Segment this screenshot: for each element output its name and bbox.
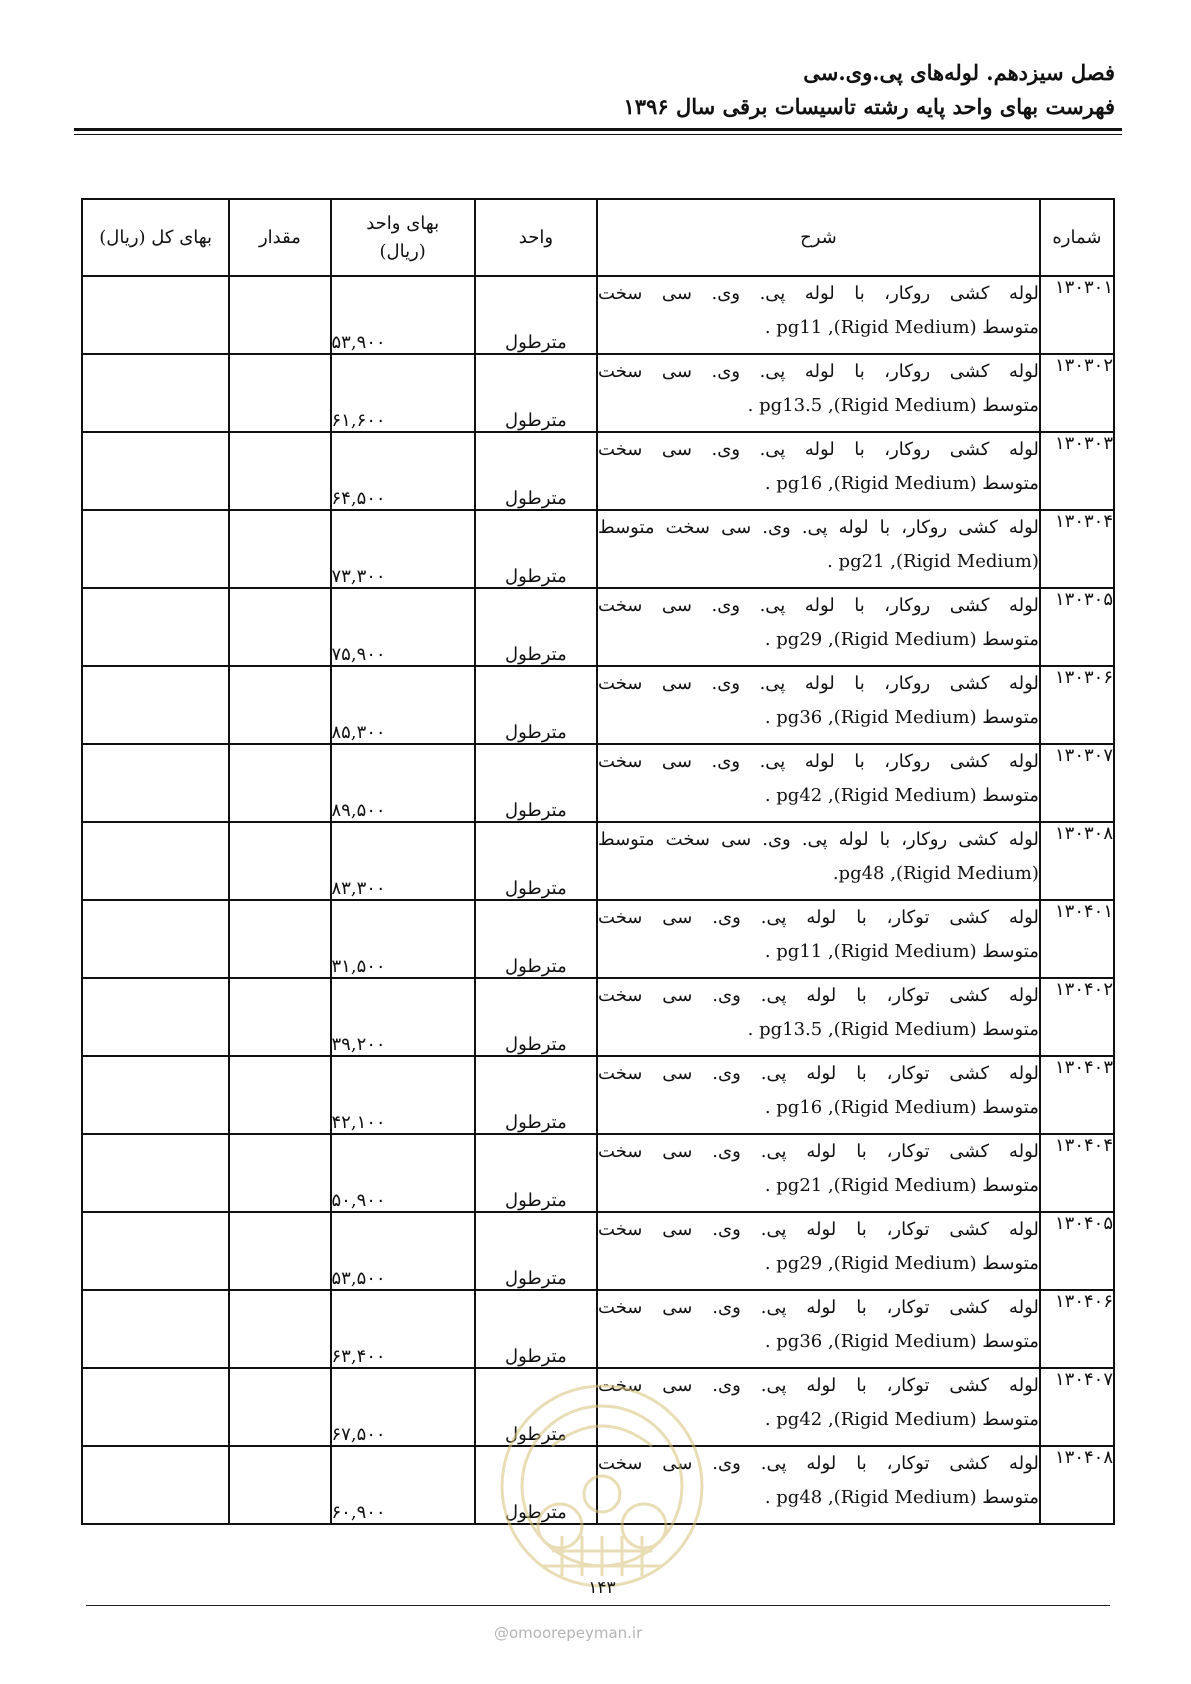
item-number: ۱۳۰۳۰۱ xyxy=(1040,276,1114,354)
column-header-description: شرح xyxy=(597,199,1040,276)
item-unit: مترطول xyxy=(475,1290,597,1368)
item-unit-price: ۶۰,۹۰۰ xyxy=(331,1446,475,1524)
item-description xyxy=(597,900,1040,978)
item-description xyxy=(597,588,1040,666)
item-description-line2: متوسط (Rigid Medium), pg11 . xyxy=(764,317,1039,338)
header-divider-thick xyxy=(74,128,1122,131)
table-header-row xyxy=(82,199,1114,276)
unit-price-currency: (ریال) xyxy=(379,240,426,262)
item-quantity xyxy=(229,1134,330,1212)
item-description-line2: متوسط (Rigid Medium), pg48 . xyxy=(764,1487,1039,1508)
table-row xyxy=(82,1056,1114,1134)
item-description-line1: لوله کشی توکار، با لوله پی. وی. سی سخت xyxy=(598,1141,1039,1162)
item-description xyxy=(597,666,1040,744)
table-body xyxy=(82,276,1114,1524)
item-unit-price: ۴۲,۱۰۰ xyxy=(331,1056,475,1134)
item-total-price xyxy=(82,1134,229,1212)
item-number: ۱۳۰۳۰۶ xyxy=(1040,666,1114,744)
item-number: ۱۳۰۴۰۱ xyxy=(1040,900,1114,978)
item-number: ۱۳۰۴۰۳ xyxy=(1040,1056,1114,1134)
item-total-price xyxy=(82,1212,229,1290)
item-number: ۱۳۰۴۰۵ xyxy=(1040,1212,1114,1290)
item-quantity xyxy=(229,1290,330,1368)
item-unit: مترطول xyxy=(475,276,597,354)
item-quantity xyxy=(229,666,330,744)
item-total-price xyxy=(82,744,229,822)
item-description-line1: لوله کشی توکار، با لوله پی. وی. سی سخت xyxy=(598,985,1039,1006)
item-unit: مترطول xyxy=(475,432,597,510)
item-total-price xyxy=(82,822,229,900)
item-unit: مترطول xyxy=(475,510,597,588)
item-quantity xyxy=(229,900,330,978)
item-description xyxy=(597,276,1040,354)
item-unit: مترطول xyxy=(475,822,597,900)
item-description-line2: متوسط (Rigid Medium), pg29 . xyxy=(764,1253,1039,1274)
item-total-price xyxy=(82,1446,229,1524)
item-description xyxy=(597,510,1040,588)
item-description-line1: لوله کشی روکار، با لوله پی. وی. سی سخت xyxy=(598,595,1039,616)
item-unit: مترطول xyxy=(475,1212,597,1290)
item-unit: مترطول xyxy=(475,1056,597,1134)
table-row xyxy=(82,276,1114,354)
item-unit-price: ۸۵,۳۰۰ xyxy=(331,666,475,744)
item-total-price xyxy=(82,276,229,354)
item-description-line2: متوسط (Rigid Medium), pg16 . xyxy=(764,473,1039,494)
item-description-line2: متوسط (Rigid Medium), pg42 . xyxy=(764,785,1039,806)
item-unit: مترطول xyxy=(475,666,597,744)
item-unit-price: ۷۳,۳۰۰ xyxy=(331,510,475,588)
item-description-line1: لوله کشی روکار، با لوله پی. وی. سی سخت xyxy=(598,673,1039,694)
item-description-line1: لوله کشی روکار، با لوله پی. وی. سی سخت xyxy=(598,439,1039,460)
page-number: ۱۴۳ xyxy=(588,1578,616,1598)
item-unit-price: ۵۰,۹۰۰ xyxy=(331,1134,475,1212)
item-description xyxy=(597,354,1040,432)
item-unit: مترطول xyxy=(475,588,597,666)
table-row xyxy=(82,1212,1114,1290)
item-total-price xyxy=(82,1056,229,1134)
item-description xyxy=(597,1134,1040,1212)
list-title: فهرست بهای واحد پایه رشته تاسیسات برقی سال ۱۳۹۶ xyxy=(623,94,1115,119)
item-description-line2: (Rigid Medium), pg21 . xyxy=(827,551,1039,572)
header-divider-thin xyxy=(74,134,1122,135)
item-description xyxy=(597,1290,1040,1368)
item-number: ۱۳۰۳۰۴ xyxy=(1040,510,1114,588)
item-unit-price: ۶۴,۵۰۰ xyxy=(331,432,475,510)
item-number: ۱۳۰۴۰۲ xyxy=(1040,978,1114,1056)
item-total-price xyxy=(82,666,229,744)
item-quantity xyxy=(229,276,330,354)
item-description xyxy=(597,1056,1040,1134)
table-row xyxy=(82,354,1114,432)
table-row xyxy=(82,510,1114,588)
item-quantity xyxy=(229,510,330,588)
table-row xyxy=(82,666,1114,744)
item-unit-price: ۶۷,۵۰۰ xyxy=(331,1368,475,1446)
item-total-price xyxy=(82,1368,229,1446)
item-unit-price: ۶۱,۶۰۰ xyxy=(331,354,475,432)
item-description-line1: لوله کشی روکار، با لوله پی. وی. سی سخت متوسط xyxy=(598,829,1039,850)
item-description-line2: متوسط (Rigid Medium), pg13.5 . xyxy=(747,1019,1039,1040)
item-description xyxy=(597,978,1040,1056)
item-unit: مترطول xyxy=(475,744,597,822)
item-description xyxy=(597,822,1040,900)
item-unit-price: ۳۱,۵۰۰ xyxy=(331,900,475,978)
footer-website: @omoorepeyman.ir xyxy=(494,1624,643,1642)
item-quantity xyxy=(229,978,330,1056)
item-quantity xyxy=(229,744,330,822)
table-row xyxy=(82,588,1114,666)
table-row xyxy=(82,900,1114,978)
item-quantity xyxy=(229,354,330,432)
table-row xyxy=(82,432,1114,510)
table-row xyxy=(82,978,1114,1056)
item-total-price xyxy=(82,900,229,978)
footer-divider xyxy=(86,1605,1110,1606)
item-description-line1: لوله کشی توکار، با لوله پی. وی. سی سخت xyxy=(598,1375,1039,1396)
table-row xyxy=(82,1134,1114,1212)
item-unit: مترطول xyxy=(475,354,597,432)
column-header-total-price: بهای کل (ریال) xyxy=(82,199,229,276)
item-number: ۱۳۰۳۰۷ xyxy=(1040,744,1114,822)
item-quantity xyxy=(229,822,330,900)
item-description-line1: لوله کشی توکار، با لوله پی. وی. سی سخت xyxy=(598,1063,1039,1084)
item-description-line1: لوله کشی روکار، با لوله پی. وی. سی سخت xyxy=(598,751,1039,772)
item-number: ۱۳۰۳۰۸ xyxy=(1040,822,1114,900)
item-unit-price: ۵۳,۵۰۰ xyxy=(331,1212,475,1290)
item-description-line1: لوله کشی توکار، با لوله پی. وی. سی سخت xyxy=(598,1297,1039,1318)
item-total-price xyxy=(82,354,229,432)
item-description-line1: لوله کشی روکار، با لوله پی. وی. سی سخت xyxy=(598,361,1039,382)
item-description-line2: متوسط (Rigid Medium), pg16 . xyxy=(764,1097,1039,1118)
item-total-price xyxy=(82,588,229,666)
item-unit-price: ۸۳,۳۰۰ xyxy=(331,822,475,900)
item-number: ۱۳۰۳۰۳ xyxy=(1040,432,1114,510)
column-header-number: شماره xyxy=(1040,199,1114,276)
item-description-line2: متوسط (Rigid Medium), pg42 . xyxy=(764,1409,1039,1430)
item-description-line1: لوله کشی روکار، با لوله پی. وی. سی سخت متوسط xyxy=(598,517,1039,538)
item-quantity xyxy=(229,1368,330,1446)
item-quantity xyxy=(229,588,330,666)
table-row xyxy=(82,1290,1114,1368)
item-description-line2: متوسط (Rigid Medium), pg11 . xyxy=(764,941,1039,962)
watermark-logo-icon xyxy=(482,1376,722,1596)
price-table xyxy=(81,198,1115,1525)
unit-price-label: بهای واحد xyxy=(366,212,440,234)
item-description-line2: متوسط (Rigid Medium), pg29 . xyxy=(764,629,1039,650)
item-number: ۱۳۰۴۰۷ xyxy=(1040,1368,1114,1446)
item-description-line1: لوله کشی توکار، با لوله پی. وی. سی سخت xyxy=(598,1453,1039,1474)
item-unit: مترطول xyxy=(475,900,597,978)
item-total-price xyxy=(82,1290,229,1368)
item-description xyxy=(597,1212,1040,1290)
item-description-line2: متوسط (Rigid Medium), pg36 . xyxy=(764,707,1039,728)
item-unit-price: ۶۳,۴۰۰ xyxy=(331,1290,475,1368)
page-header xyxy=(75,56,1115,124)
column-header-unit: واحد xyxy=(475,199,597,276)
table-row xyxy=(82,744,1114,822)
item-unit: مترطول xyxy=(475,1134,597,1212)
item-number: ۱۳۰۳۰۲ xyxy=(1040,354,1114,432)
item-description-line2: متوسط (Rigid Medium), pg13.5 . xyxy=(747,395,1039,416)
column-header-quantity: مقدار xyxy=(229,199,330,276)
item-quantity xyxy=(229,1212,330,1290)
item-unit-price: ۵۳,۹۰۰ xyxy=(331,276,475,354)
item-description xyxy=(597,432,1040,510)
item-unit: مترطول xyxy=(475,978,597,1056)
item-description-line1: لوله کشی توکار، با لوله پی. وی. سی سخت xyxy=(598,907,1039,928)
item-number: ۱۳۰۳۰۵ xyxy=(1040,588,1114,666)
item-total-price xyxy=(82,510,229,588)
item-unit-price: ۸۹,۵۰۰ xyxy=(331,744,475,822)
item-unit: مترطول xyxy=(475,1368,597,1446)
item-quantity xyxy=(229,1446,330,1524)
item-description-line1: لوله کشی توکار، با لوله پی. وی. سی سخت xyxy=(598,1219,1039,1240)
item-number: ۱۳۰۴۰۸ xyxy=(1040,1446,1114,1524)
item-quantity xyxy=(229,1056,330,1134)
item-quantity xyxy=(229,432,330,510)
item-number: ۱۳۰۴۰۶ xyxy=(1040,1290,1114,1368)
item-unit: مترطول xyxy=(475,1446,597,1524)
item-description-line2: (Rigid Medium), pg48. xyxy=(832,863,1039,884)
table-row xyxy=(82,822,1114,900)
item-number: ۱۳۰۴۰۴ xyxy=(1040,1134,1114,1212)
column-header-unit-price xyxy=(331,199,475,276)
item-unit-price: ۷۵,۹۰۰ xyxy=(331,588,475,666)
item-total-price xyxy=(82,432,229,510)
item-total-price xyxy=(82,978,229,1056)
item-unit-price: ۳۹,۲۰۰ xyxy=(331,978,475,1056)
item-description-line2: متوسط (Rigid Medium), pg21 . xyxy=(764,1175,1039,1196)
item-description-line1: لوله کشی روکار، با لوله پی. وی. سی سخت xyxy=(598,283,1039,304)
item-description xyxy=(597,744,1040,822)
item-description-line2: متوسط (Rigid Medium), pg36 . xyxy=(764,1331,1039,1352)
chapter-title: فصل سیزدهم. لوله‌های پی.وی.سی xyxy=(803,60,1115,85)
